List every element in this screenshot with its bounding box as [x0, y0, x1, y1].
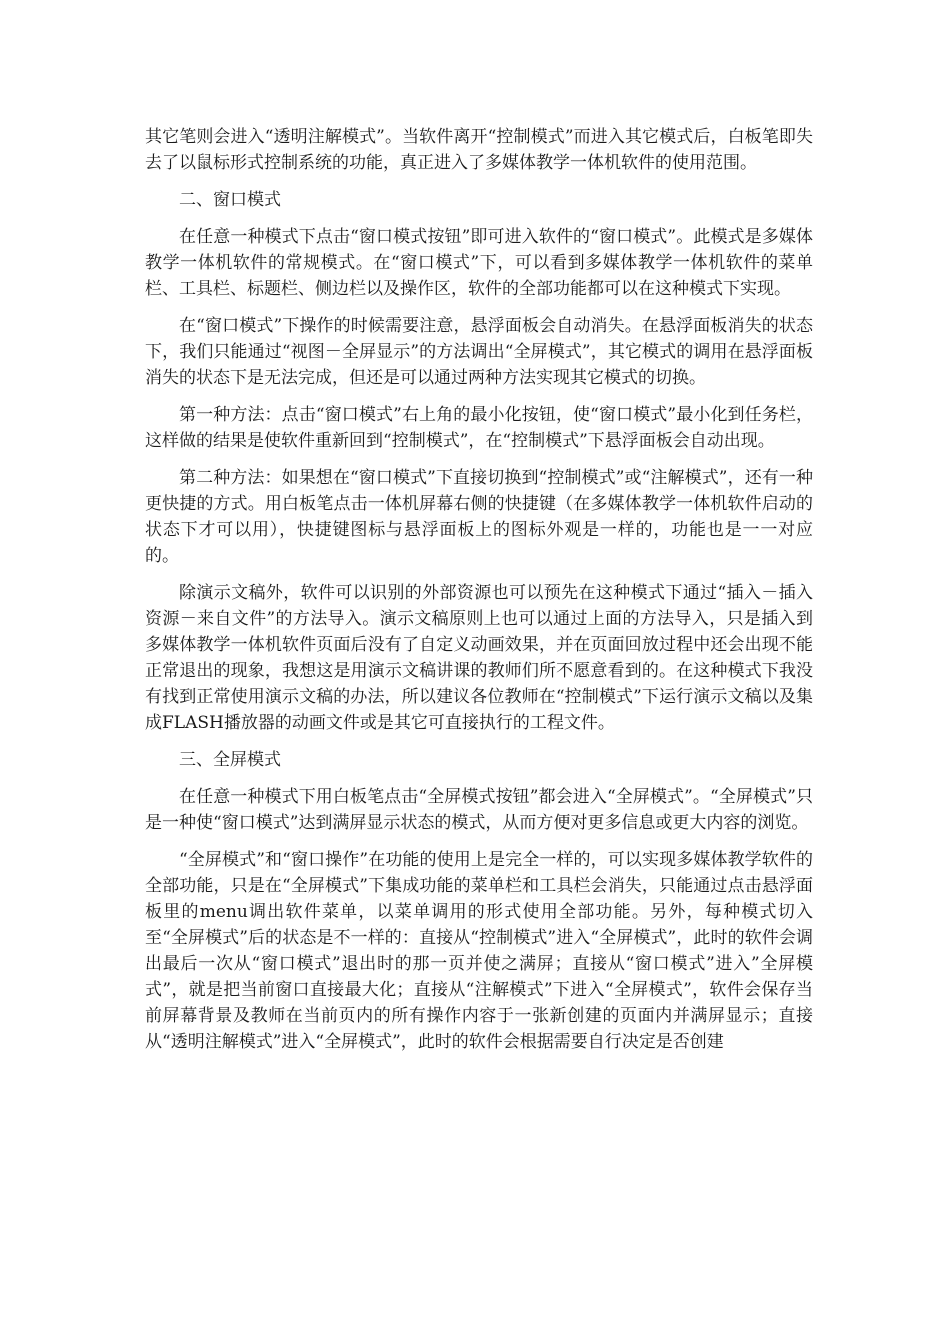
paragraph-continuation: 其它笔则会进入“透明注解模式”。当软件离开“控制模式”而进入其它模式后，白板笔即失去了以鼠标形式控制系统的功能，真正进入了多媒体教学一体机软件的使用范围。 [145, 127, 813, 173]
paragraph-method-two: 第二种方法：如果想在“窗口模式”下直接切换到“控制模式”或“注解模式”，还有一种更快捷的方式。用白板笔点击一体机屏幕右侧的快捷键（在多媒体教学一体机软件启动的状态下才可以用），快捷键图标与悬浮面板上的图标外观是一样的，功能也是一一对应的。 [145, 468, 813, 566]
document-body [145, 124, 813, 1066]
section-heading-window-mode: 二、窗口模式 [179, 190, 281, 210]
paragraph-method-one: 第一种方法：点击“窗口模式”右上角的最小化按钮，使“窗口模式”最小化到任务栏，这样做的结果是使软件重新回到“控制模式”，在“控制模式”下悬浮面板会自动出现。 [145, 405, 813, 451]
section-heading-fullscreen-mode: 三、全屏模式 [179, 750, 281, 770]
paragraph-fullscreen-intro: 在任意一种模式下用白板笔点击“全屏模式按钮”都会进入“全屏模式”。“全屏模式”只是一种使“窗口模式”达到满屏显示状态的模式，从而方便对更多信息或更大内容的浏览。 [145, 787, 813, 833]
paragraph-fullscreen-details: “全屏模式”和“窗口操作”在功能的使用上是完全一样的，可以实现多媒体教学软件的全部功能，只是在“全屏模式”下集成功能的菜单栏和工具栏会消失，只能通过点击悬浮面板里的menu调出软件菜单，以菜单调用的形式使用全部功能。另外，每种模式切入至“全屏模式”后的状态是不一样的：直接从“控制模式”进入“全屏模式”，此时的软件会调出最后一次从“窗口模式”退出时的那一页并使之满屏；直接从“窗口模式”进入”全屏模式”，就是把当前窗口直接最大化；直接从“注解模式”下进入“全屏模式”，软件会保存当前屏幕背景及教师在当前页内的所有操作内容于一张新创建的页面内并满屏显示；直接从“透明注解模式”进入“全屏模式”，此时的软件会根据需要自行决定是否创建 [145, 850, 813, 1052]
paragraph-external-resources: 除演示文稿外，软件可以识别的外部资源也可以预先在这种模式下通过“插入－插入资源－来自文件”的方法导入。演示文稿原则上也可以通过上面的方法导入，只是插入到多媒体教学一体机软件页面后没有了自定义动画效果，并在页面回放过程中还会出现不能正常退出的现象，我想这是用演示文稿讲课的教师们所不愿意看到的。在这种模式下我没有找到正常使用演示文稿的办法，所以建议各位教师在“控制模式”下运行演示文稿以及集成FLASH播放器的动画文件或是其它可直接执行的工程文件。 [145, 583, 813, 733]
paragraph-window-mode-note: 在“窗口模式”下操作的时候需要注意，悬浮面板会自动消失。在悬浮面板消失的状态下，我们只能通过“视图－全屏显示”的方法调出“全屏模式”，其它模式的调用在悬浮面板消失的状态下是无法完成，但还是可以通过两种方法实现其它模式的切换。 [145, 316, 813, 388]
paragraph-window-mode-intro: 在任意一种模式下点击“窗口模式按钮”即可进入软件的“窗口模式”。此模式是多媒体教学一体机软件的常规模式。在“窗口模式”下，可以看到多媒体教学一体机软件的菜单栏、工具栏、标题栏、侧边栏以及操作区，软件的全部功能都可以在这种模式下实现。 [145, 227, 813, 299]
